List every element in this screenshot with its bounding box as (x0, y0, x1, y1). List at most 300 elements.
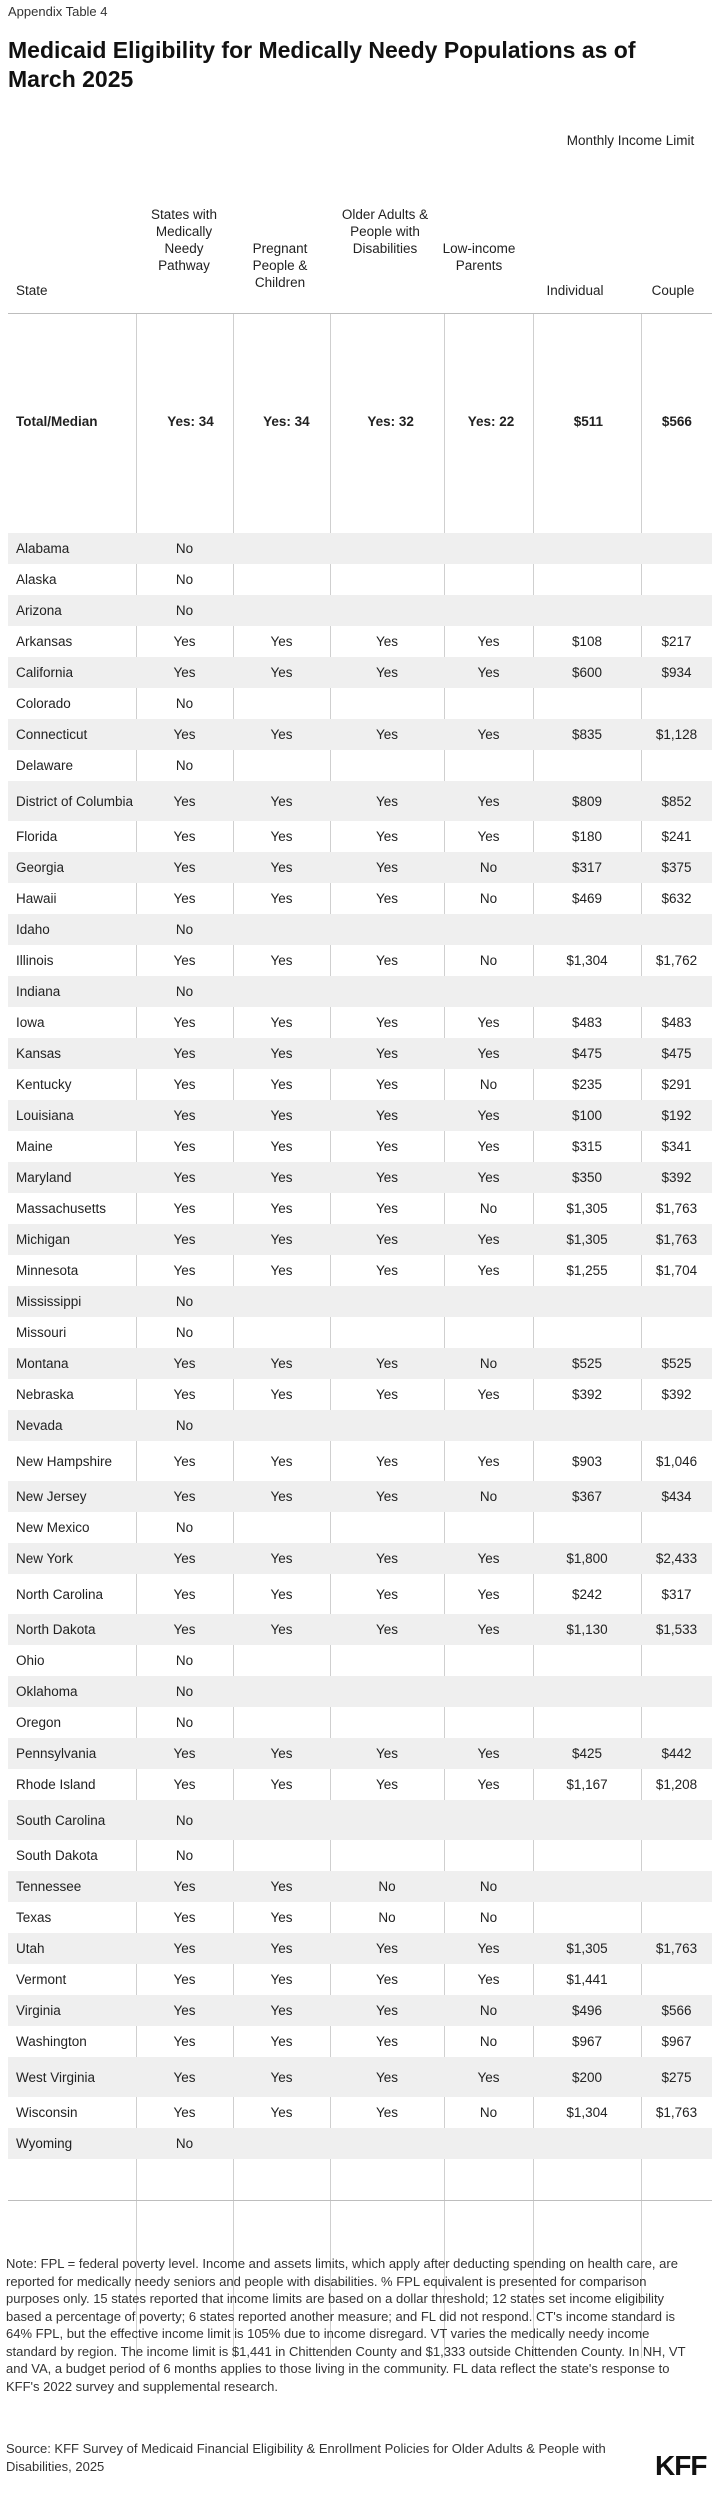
cell-couple (641, 2128, 712, 2159)
cell-older: Yes (375, 1972, 399, 1987)
cell-state: Delaware (16, 758, 74, 773)
cell-state: North Carolina (16, 1586, 104, 1602)
cell-state: Indiana (8, 976, 136, 1007)
total-pathway: Yes: 34 (167, 414, 214, 429)
cell-older (330, 976, 444, 1007)
cell-pathway: Yes (173, 1453, 196, 1469)
cell-pregnant (233, 564, 330, 595)
table-row (8, 1162, 712, 1193)
cell-state: Kansas (8, 1038, 136, 1069)
cell-state: Vermont (16, 1972, 67, 1987)
cell-pregnant: Yes (270, 1777, 293, 1792)
cell-pregnant: Yes (233, 719, 330, 750)
cell-couple (641, 1800, 712, 1840)
cell-individual: $315 (571, 1139, 603, 1154)
cell-state: Rhode Island (16, 1777, 96, 1792)
cell-pregnant: Yes (270, 953, 293, 968)
cell-state: Utah (8, 1933, 136, 1964)
cell-pathway: Yes (136, 1038, 233, 1069)
cell-pregnant: Yes (233, 1481, 330, 1512)
cell-parents (444, 1707, 533, 1738)
cell-older: Yes (375, 1586, 399, 1602)
cell-pathway: No (136, 1800, 233, 1840)
cell-couple: $1,763 (641, 1224, 712, 1255)
cell-pregnant: Yes (270, 1586, 293, 1602)
cell-couple (641, 1410, 712, 1441)
cell-older (330, 1286, 444, 1317)
cell-older: Yes (375, 1387, 399, 1402)
page-title: Medicaid Eligibility for Medically Needy Populations as of March 2025 (8, 37, 636, 92)
table-row (8, 1964, 712, 1995)
cell-pregnant (233, 1707, 330, 1738)
cell-pathway: No (136, 2128, 233, 2159)
cell-couple (641, 1317, 712, 1348)
cell-state: Georgia (8, 852, 136, 883)
cell-couple (641, 595, 712, 626)
cell-older: No (330, 1871, 444, 1902)
cell-parents: Yes (444, 1738, 533, 1769)
cell-individual: $1,441 (566, 1972, 608, 1987)
cell-parents: Yes (477, 1777, 500, 1792)
cell-pregnant: Yes (233, 1348, 330, 1379)
cell-state: Kentucky (16, 1077, 72, 1092)
cell-pathway: No (136, 595, 233, 626)
table-row (8, 1410, 712, 1441)
cell-older (330, 1512, 444, 1543)
total-label: Total/Median (16, 414, 98, 429)
table-row (8, 657, 712, 688)
cell-pregnant (233, 914, 330, 945)
cell-pregnant: Yes (270, 2105, 293, 2120)
cell-pregnant: Yes (270, 1139, 293, 1154)
cell-state: Colorado (16, 696, 71, 711)
cell-pregnant: Yes (233, 1738, 330, 1769)
cell-older: Yes (330, 719, 444, 750)
cell-older (330, 533, 444, 564)
table-row (8, 2057, 712, 2097)
cell-older: Yes (375, 1777, 399, 1792)
cell-pregnant: Yes (233, 1224, 330, 1255)
cell-parents: Yes (477, 1453, 500, 1469)
cell-state: Iowa (16, 1015, 45, 1030)
cell-state: Illinois (16, 953, 54, 968)
cell-pathway: Yes (173, 1910, 196, 1925)
cell-parents: Yes (477, 1263, 500, 1278)
cell-older: Yes (375, 2105, 399, 2120)
cell-state: North Dakota (8, 1614, 136, 1645)
cell-parents (444, 1800, 533, 1840)
cell-state: Massachusetts (16, 1201, 107, 1216)
cell-couple (641, 533, 712, 564)
cell-pathway: No (175, 1848, 194, 1863)
cell-couple: $483 (661, 1015, 692, 1030)
cell-individual (533, 595, 641, 626)
cell-pathway: Yes (173, 2105, 196, 2120)
table-row (8, 1614, 712, 1645)
cell-parents: Yes (477, 1139, 500, 1154)
cell-individual: $967 (571, 2034, 603, 2049)
cell-individual (533, 976, 641, 1007)
cell-individual: $1,255 (566, 1263, 608, 1278)
cell-older: Yes (375, 1077, 399, 1092)
cell-individual (533, 1286, 641, 1317)
table-row (8, 626, 712, 657)
cell-parents: No (444, 1348, 533, 1379)
cell-pathway: No (136, 1410, 233, 1441)
cell-pathway: No (136, 976, 233, 1007)
cell-pathway: No (175, 1715, 194, 1730)
table-row (8, 1707, 712, 1738)
cell-parents (444, 914, 533, 945)
table-row (8, 1224, 712, 1255)
cell-individual (533, 750, 641, 781)
cell-pregnant (233, 595, 330, 626)
col-header-state: State (16, 283, 48, 298)
table-row (8, 1193, 712, 1224)
cell-older: Yes (330, 2057, 444, 2097)
table-row (8, 688, 712, 719)
cell-older (330, 2128, 444, 2159)
cell-pregnant (233, 750, 330, 781)
cell-pregnant: Yes (270, 829, 293, 844)
cell-pathway: Yes (173, 1972, 196, 1987)
table-row (8, 945, 712, 976)
table-row (8, 1995, 712, 2026)
cell-pregnant (233, 1800, 330, 1840)
cell-pathway: No (136, 1676, 233, 1707)
cell-parents (444, 1410, 533, 1441)
table-row (8, 781, 712, 821)
cell-couple: $241 (661, 829, 692, 844)
cell-couple: $1,762 (655, 953, 698, 968)
cell-parents: Yes (477, 1387, 500, 1402)
cell-pregnant: Yes (233, 1038, 330, 1069)
cell-state: Montana (8, 1348, 136, 1379)
cell-parents: No (479, 1910, 498, 1925)
cell-couple (641, 1840, 712, 1871)
cell-older: Yes (330, 1481, 444, 1512)
cell-pregnant: Yes (270, 1387, 293, 1402)
cell-couple (641, 1871, 712, 1902)
cell-older: Yes (375, 891, 399, 906)
cell-individual (533, 1410, 641, 1441)
cell-couple: $341 (661, 1139, 692, 1154)
cell-state: Idaho (8, 914, 136, 945)
cell-individual: $475 (533, 1038, 641, 1069)
cell-state: Pennsylvania (8, 1738, 136, 1769)
col-header-individual: Individual (546, 283, 604, 298)
cell-couple: $2,433 (641, 1543, 712, 1574)
cell-parents (444, 1645, 533, 1676)
cell-pathway: Yes (136, 1224, 233, 1255)
cell-older: Yes (330, 1224, 444, 1255)
cell-parents: No (479, 2105, 498, 2120)
cell-parents: Yes (477, 1015, 500, 1030)
cell-pregnant: Yes (233, 1100, 330, 1131)
table-row (8, 1769, 712, 1800)
cell-individual: $367 (533, 1481, 641, 1512)
cell-individual: $525 (533, 1348, 641, 1379)
cell-pathway: No (175, 1325, 194, 1340)
cell-individual: $1,305 (566, 1201, 608, 1216)
cell-individual (533, 2128, 641, 2159)
cell-individual: $180 (571, 829, 603, 844)
cell-pathway: Yes (136, 1738, 233, 1769)
cell-pathway: Yes (136, 1162, 233, 1193)
cell-individual (533, 1707, 641, 1738)
cell-couple: $1,208 (655, 1777, 698, 1792)
cell-parents (444, 750, 533, 781)
cell-pregnant: Yes (270, 1453, 293, 1469)
cell-couple (641, 1512, 712, 1543)
cell-couple: $525 (641, 1348, 712, 1379)
table-row (8, 595, 712, 626)
cell-parents (444, 1840, 533, 1871)
cell-parents (444, 976, 533, 1007)
cell-pathway: No (175, 1653, 194, 1668)
cell-parents (444, 2128, 533, 2159)
cell-couple (641, 1902, 712, 1933)
table-row (8, 883, 712, 914)
cell-individual (533, 1902, 641, 1933)
col-header-parents: Low-income Parents (442, 241, 516, 273)
cell-parents: Yes (444, 1224, 533, 1255)
cell-couple (641, 914, 712, 945)
cell-pathway: Yes (173, 1263, 196, 1278)
cell-pathway: Yes (173, 1077, 196, 1092)
col-header-pregnant: Pregnant People & Children (252, 241, 308, 290)
cell-state: Wyoming (8, 2128, 136, 2159)
table-row (8, 1738, 712, 1769)
cell-parents: No (479, 891, 498, 906)
cell-state: Minnesota (16, 1263, 79, 1278)
cell-state: Maryland (8, 1162, 136, 1193)
cell-individual (533, 914, 641, 945)
cell-state: Washington (16, 2034, 87, 2049)
cell-pathway: No (136, 533, 233, 564)
cell-individual: $1,130 (533, 1614, 641, 1645)
cell-pregnant (233, 688, 330, 719)
cell-individual (533, 688, 641, 719)
cell-couple (641, 688, 712, 719)
cell-individual: $496 (533, 1995, 641, 2026)
cell-state: New Mexico (16, 1520, 90, 1535)
cell-individual: $317 (533, 852, 641, 883)
cell-parents (444, 1676, 533, 1707)
cell-pathway: Yes (173, 1015, 196, 1030)
cell-couple: $1,763 (655, 1201, 698, 1216)
cell-individual: $1,305 (533, 1224, 641, 1255)
cell-state: Maine (16, 1139, 53, 1154)
cell-pregnant: Yes (233, 657, 330, 688)
cell-couple: $192 (641, 1100, 712, 1131)
cell-pregnant: Yes (270, 1263, 293, 1278)
cell-pathway: No (136, 914, 233, 945)
cell-individual (533, 1645, 641, 1676)
total-parents: Yes: 22 (467, 414, 515, 429)
table-note: Note: FPL = federal poverty level. Income and assets limits, which apply after deducting spending on health care, are reported for medically needy seniors and people with disabilities. % FPL equivalent is presented for comparison purposes only. 15 states reported that income limits are based on a dollar threshold; 12 states set income eligibility based a percentage of poverty; 6 states reported another measure; and FL did not respond. CT's income standard is 64% FPL, but the effective income limit is 105% due to income disregard. VT varies the medically needy income standard by region. The income limit is $1,441 in Chittenden County and $1,333 outside Chittenden County. In NH, VT and VA, a budget period of 6 months applies to those living in the community. FL data reflect the state's response to KFF's 2022 survey and supplemental research. (6, 2256, 686, 2394)
cell-couple (641, 1286, 712, 1317)
cell-older (330, 1840, 444, 1871)
cell-parents: Yes (444, 1933, 533, 1964)
cell-couple: $434 (641, 1481, 712, 1512)
table-row (8, 1131, 712, 1162)
cell-state: Michigan (8, 1224, 136, 1255)
cell-state: Tennessee (8, 1871, 136, 1902)
cell-parents: Yes (444, 719, 533, 750)
table-row (8, 1645, 712, 1676)
cell-individual: $108 (571, 634, 603, 649)
total-older: Yes: 32 (367, 414, 414, 429)
cell-pregnant: Yes (270, 1201, 293, 1216)
cell-older (330, 688, 444, 719)
col-header-older: Older Adults & People with Disabilities (341, 207, 429, 256)
cell-older: Yes (330, 1100, 444, 1131)
cell-state: West Virginia (8, 2057, 136, 2097)
cell-parents: Yes (444, 1162, 533, 1193)
cell-older (330, 750, 444, 781)
cell-individual: $1,167 (566, 1777, 608, 1792)
table-row (8, 1481, 712, 1512)
cell-pathway: Yes (173, 891, 196, 906)
cell-pathway: Yes (136, 1100, 233, 1131)
cell-individual: $1,305 (533, 1933, 641, 1964)
cell-pathway: No (175, 1520, 194, 1535)
table-row (8, 1348, 712, 1379)
cell-state: New Hampshire (16, 1453, 113, 1469)
table-row (8, 1317, 712, 1348)
cell-older: Yes (330, 1543, 444, 1574)
cell-pathway: Yes (136, 1614, 233, 1645)
cell-parents (444, 1512, 533, 1543)
cell-individual (533, 1800, 641, 1840)
cell-individual (533, 1676, 641, 1707)
cell-older: No (378, 1910, 396, 1925)
cell-parents: No (479, 953, 498, 968)
cell-older (330, 1645, 444, 1676)
table-row (8, 719, 712, 750)
cell-state: Virginia (8, 1995, 136, 2026)
cell-state: South Carolina (8, 1800, 136, 1840)
cell-older (330, 1800, 444, 1840)
cell-pregnant (233, 1410, 330, 1441)
cell-older (330, 914, 444, 945)
cell-state: Nevada (8, 1410, 136, 1441)
cell-individual: $483 (571, 1015, 603, 1030)
table-row (8, 1840, 712, 1871)
cell-state: Arizona (8, 595, 136, 626)
cell-pregnant (233, 1840, 330, 1871)
table-source: Source: KFF Survey of Medicaid Financial Eligibility & Enrollment Policies for Older Adults & People with Disabilities, 2025 (6, 2441, 606, 2474)
cell-parents (444, 564, 533, 595)
cell-couple (641, 1676, 712, 1707)
table-row (8, 1574, 712, 1614)
cell-individual: $809 (533, 781, 641, 821)
cell-older (330, 1410, 444, 1441)
cell-state: Wisconsin (16, 2105, 78, 2120)
cell-state: Connecticut (8, 719, 136, 750)
cell-state: New Jersey (8, 1481, 136, 1512)
cell-pregnant (233, 1512, 330, 1543)
cell-couple: $1,763 (641, 1933, 712, 1964)
cell-couple (641, 976, 712, 1007)
kff-logo: KFF (655, 2450, 707, 2481)
cell-individual: $1,800 (533, 1543, 641, 1574)
table-row (8, 852, 712, 883)
cell-pathway: No (175, 696, 194, 711)
monthly-income-limit-header: Monthly Income Limit (566, 133, 695, 148)
table-row (8, 1007, 712, 1038)
cell-pathway: Yes (173, 1777, 196, 1792)
cell-pregnant: Yes (233, 1871, 330, 1902)
cell-individual: $425 (533, 1738, 641, 1769)
table-row (8, 821, 712, 852)
cell-parents: No (479, 1077, 498, 1092)
cell-pregnant: Yes (233, 1543, 330, 1574)
cell-parents: Yes (444, 1038, 533, 1069)
cell-individual: $1,304 (566, 2105, 608, 2120)
cell-state: Mississippi (8, 1286, 136, 1317)
total-row (8, 414, 712, 429)
cell-state: Missouri (16, 1325, 67, 1340)
cell-older: Yes (375, 2034, 399, 2049)
cell-pathway: Yes (136, 1481, 233, 1512)
cell-pregnant: Yes (270, 1015, 293, 1030)
table-row (8, 2097, 712, 2128)
cell-state: Louisiana (8, 1100, 136, 1131)
table-row (8, 2026, 712, 2057)
cell-parents (444, 688, 533, 719)
cell-pregnant: Yes (233, 2057, 330, 2097)
table-row (8, 1441, 712, 1481)
cell-pregnant: Yes (270, 634, 293, 649)
cell-state: District of Columbia (8, 781, 136, 821)
cell-parents: No (444, 1871, 533, 1902)
cell-older (330, 595, 444, 626)
cell-pregnant: Yes (270, 891, 293, 906)
table-row (8, 564, 712, 595)
cell-older (330, 564, 444, 595)
cell-pathway: No (136, 1286, 233, 1317)
cell-individual (533, 1840, 641, 1871)
table-row (8, 1286, 712, 1317)
cell-state: South Dakota (16, 1848, 98, 1863)
cell-individual: $903 (571, 1453, 603, 1469)
cell-pathway: Yes (173, 1387, 196, 1402)
table-row (8, 1379, 712, 1410)
cell-pregnant (233, 1676, 330, 1707)
cell-parents: Yes (444, 657, 533, 688)
cell-pathway: Yes (136, 781, 233, 821)
cell-older: Yes (330, 1614, 444, 1645)
table-row (8, 533, 712, 564)
table-row (8, 1069, 712, 1100)
cell-older: Yes (330, 1995, 444, 2026)
cell-pregnant: Yes (233, 1995, 330, 2026)
cell-couple: $392 (641, 1162, 712, 1193)
cell-parents: Yes (444, 2057, 533, 2097)
cell-pregnant: Yes (233, 781, 330, 821)
cell-older: Yes (375, 634, 399, 649)
table-row (8, 2128, 712, 2159)
cell-older: Yes (330, 781, 444, 821)
cell-pathway: Yes (173, 1139, 196, 1154)
cell-pathway: Yes (173, 953, 196, 968)
total-couple: $566 (661, 414, 692, 429)
cell-couple: $317 (661, 1586, 692, 1602)
cell-couple: $217 (661, 634, 692, 649)
cell-couple: $1,763 (655, 2105, 698, 2120)
